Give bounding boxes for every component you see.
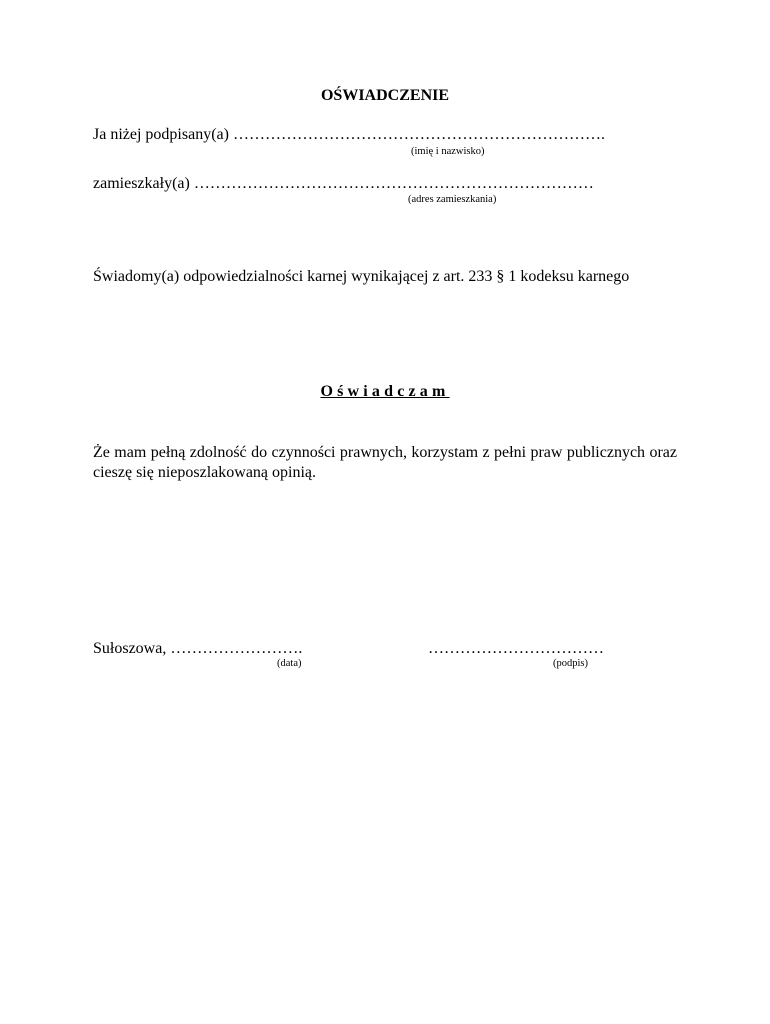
place-date-line: Sułoszowa, …………………….	[93, 640, 303, 657]
date-caption: (data)	[277, 658, 302, 669]
declaration-heading: Oświadczam	[320, 383, 450, 400]
document-title: OŚWIADCZENIE	[320, 87, 450, 104]
name-caption: (imię i nazwisko)	[411, 146, 485, 157]
signature-caption: (podpis)	[553, 658, 588, 669]
signature-line: ……………………………	[428, 640, 604, 657]
awareness-paragraph: Świadomy(a) odpowiedzialności karnej wynikającej z art. 233 § 1 kodeksu karnego	[93, 268, 630, 285]
name-line: Ja niżej podpisany(a) …………………………………………………………….	[93, 126, 605, 143]
address-line: zamieszkały(a) …………………………………………………………………	[93, 175, 594, 192]
declaration-paragraph: Że mam pełną zdolność do czynności prawnych, korzystam z pełni praw publicznych oraz cieszę się nieposzlakowaną opinią.	[93, 444, 677, 481]
address-caption: (adres zamieszkania)	[408, 194, 497, 205]
